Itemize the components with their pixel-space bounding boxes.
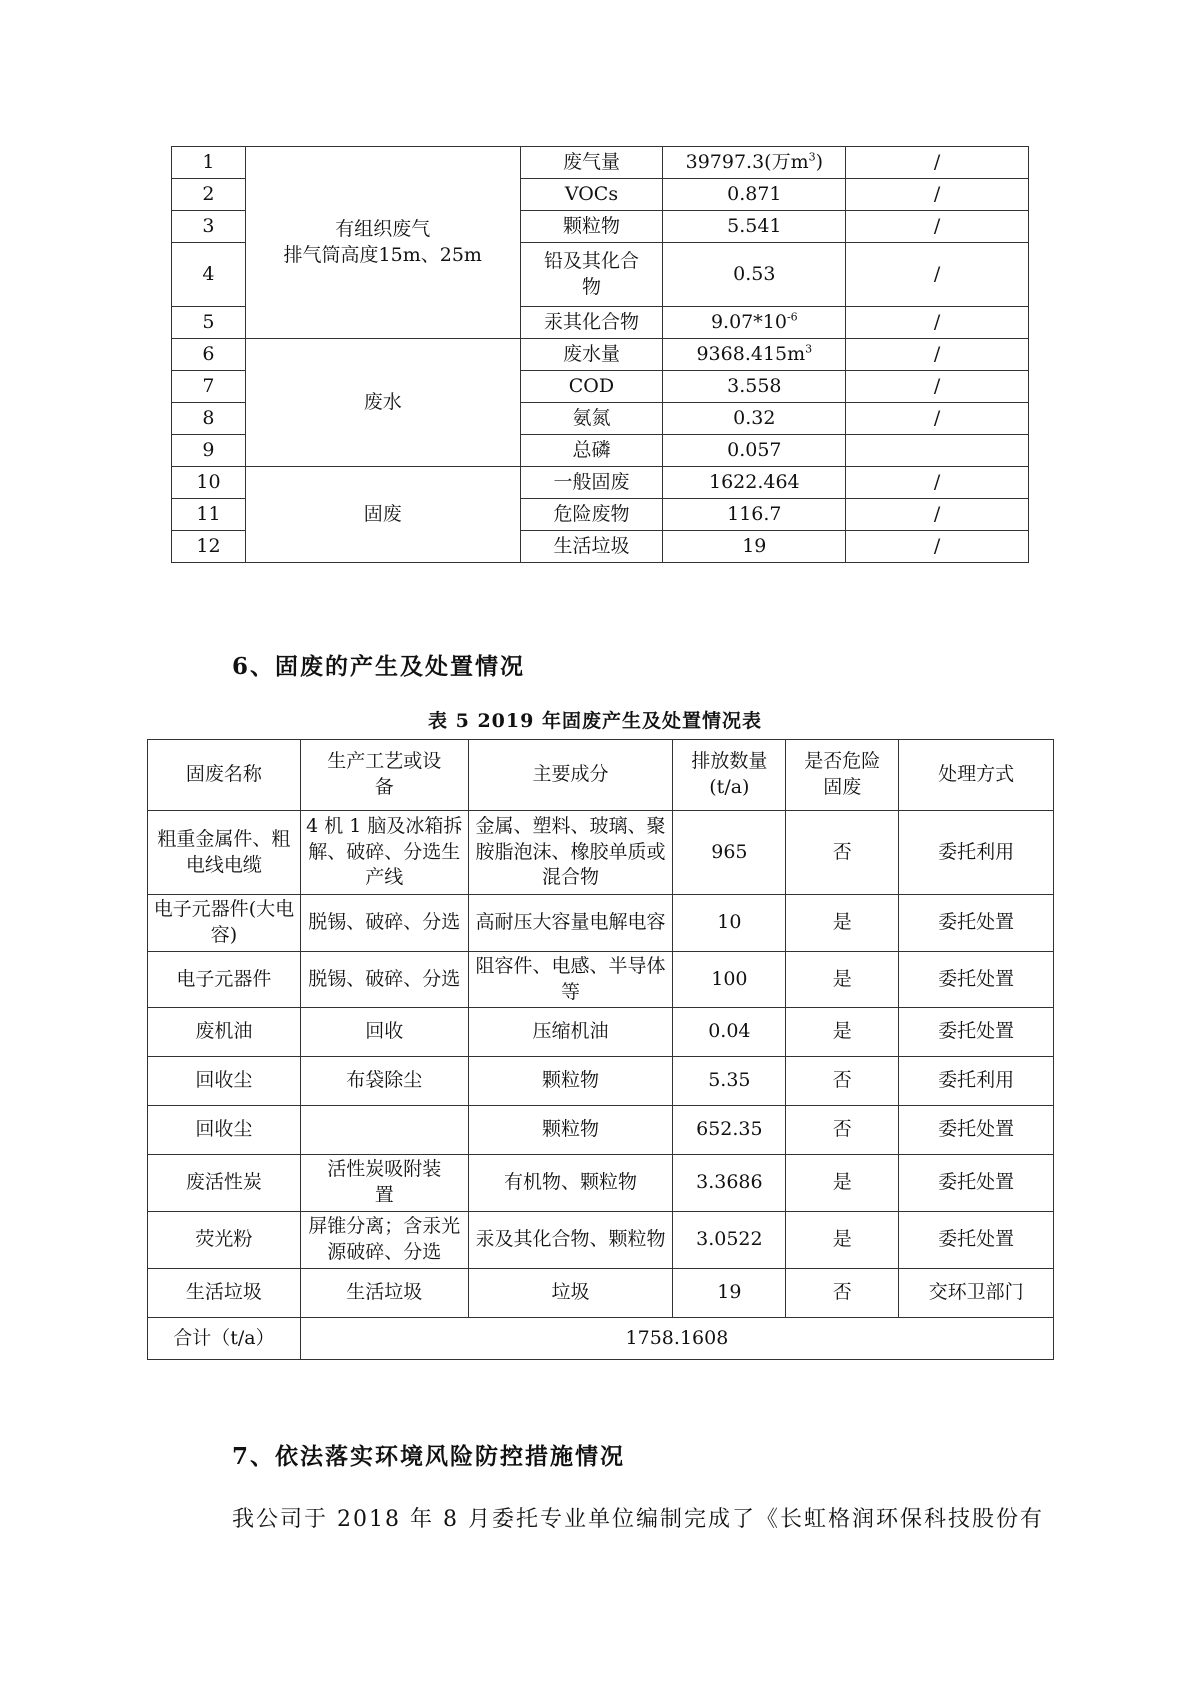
section-7-heading: 7、依法落实环境风险防控措施情况 <box>232 1443 626 1470</box>
waste-hazardous: 是 <box>786 1155 899 1212</box>
table-row <box>148 895 1054 952</box>
header-amount: 排放数量 (t/a) <box>673 740 786 811</box>
mark: / <box>846 147 1029 179</box>
table-row <box>172 467 1029 499</box>
waste-components: 压缩机油 <box>468 1008 673 1057</box>
header-disposal: 处理方式 <box>899 740 1054 811</box>
waste-name: 粗重金属件、粗电线电缆 <box>148 811 301 895</box>
row-no: 5 <box>172 307 246 339</box>
item: 汞其化合物 <box>520 307 663 339</box>
waste-name: 废机油 <box>148 1008 301 1057</box>
waste-process <box>300 1106 468 1155</box>
waste-components: 有机物、颗粒物 <box>468 1155 673 1212</box>
table-header-row <box>148 740 1054 811</box>
row-no: 11 <box>172 499 246 531</box>
item: 氨氮 <box>520 403 663 435</box>
waste-amount: 100 <box>673 952 786 1008</box>
waste-components: 金属、塑料、玻璃、聚胺脂泡沫、橡胶单质或混合物 <box>468 811 673 895</box>
value: $9.07*10^{-6}$ <box>663 307 846 339</box>
item: 废水量 <box>520 339 663 371</box>
waste-amount: 5.35 <box>673 1057 786 1106</box>
total-label: 合计（t/a） <box>148 1318 301 1360</box>
item: 废气量 <box>520 147 663 179</box>
total-value: 1758.1608 <box>300 1318 1053 1360</box>
waste-disposal: 委托处置 <box>899 1008 1054 1057</box>
waste-hazardous: 是 <box>786 1008 899 1057</box>
row-no: 12 <box>172 531 246 563</box>
mark: / <box>846 499 1029 531</box>
header-components: 主要成分 <box>468 740 673 811</box>
waste-name: 回收尘 <box>148 1057 301 1106</box>
table-total-row <box>148 1318 1054 1360</box>
value: 0.53 <box>663 243 846 307</box>
row-no: 1 <box>172 147 246 179</box>
value: 3.558 <box>663 371 846 403</box>
item: 总磷 <box>520 435 663 467</box>
waste-components: 颗粒物 <box>468 1057 673 1106</box>
table-row <box>148 1106 1054 1155</box>
item: COD <box>520 371 663 403</box>
table-row <box>148 1057 1054 1106</box>
emissions-table <box>171 146 1029 563</box>
table-row <box>148 952 1054 1008</box>
value: 1622.464 <box>663 467 846 499</box>
waste-components: 阻容件、电感、半导体等 <box>468 952 673 1008</box>
waste-hazardous: 否 <box>786 1269 899 1318</box>
header-process: 生产工艺或设备 <box>300 740 468 811</box>
mark: / <box>846 467 1029 499</box>
value: 19 <box>663 531 846 563</box>
table-row <box>148 1155 1054 1212</box>
value: 0.871 <box>663 179 846 211</box>
mark: / <box>846 243 1029 307</box>
item: 铅及其化合物 <box>520 243 663 307</box>
waste-amount: 965 <box>673 811 786 895</box>
header-name: 固废名称 <box>148 740 301 811</box>
waste-disposal: 委托处置 <box>899 895 1054 952</box>
waste-amount: 10 <box>673 895 786 952</box>
item: 一般固废 <box>520 467 663 499</box>
waste-amount: 19 <box>673 1269 786 1318</box>
waste-amount: 3.3686 <box>673 1155 786 1212</box>
value: 5.541 <box>663 211 846 243</box>
header-hazardous: 是否危险 固废 <box>786 740 899 811</box>
waste-process: 活性炭吸附装置 <box>300 1155 468 1212</box>
table-row <box>172 339 1029 371</box>
table-row <box>148 1269 1054 1318</box>
section-7-paragraph: 我公司于 2018 年 8 月委托专业单位编制完成了《长虹格润环保科技股份有 <box>232 1507 1044 1532</box>
section-6-heading: 6、固废的产生及处置情况 <box>232 653 526 680</box>
value: 0.32 <box>663 403 846 435</box>
group-gas-line2: 排气筒高度15m、25m <box>283 243 482 266</box>
waste-name: 电子元器件 <box>148 952 301 1008</box>
waste-name: 废活性炭 <box>148 1155 301 1212</box>
waste-name: 荧光粉 <box>148 1212 301 1269</box>
row-no: 7 <box>172 371 246 403</box>
solid-waste-table <box>147 739 1054 1360</box>
waste-disposal: 委托处置 <box>899 1106 1054 1155</box>
waste-disposal: 委托利用 <box>899 811 1054 895</box>
waste-components: 垃圾 <box>468 1269 673 1318</box>
value: 116.7 <box>663 499 846 531</box>
waste-disposal: 委托利用 <box>899 1057 1054 1106</box>
waste-hazardous: 否 <box>786 811 899 895</box>
waste-process: 脱锡、破碎、分选 <box>300 895 468 952</box>
waste-hazardous: 是 <box>786 952 899 1008</box>
waste-components: 汞及其化合物、颗粒物 <box>468 1212 673 1269</box>
waste-name: 生活垃圾 <box>148 1269 301 1318</box>
waste-process: 4 机 1 脑及冰箱拆解、破碎、分选生产线 <box>300 811 468 895</box>
value: 39797.3(万$m^3$) <box>663 147 846 179</box>
row-no: 8 <box>172 403 246 435</box>
group-gas <box>245 147 520 339</box>
waste-name: 电子元器件(大电容) <box>148 895 301 952</box>
mark: / <box>846 531 1029 563</box>
group-solid: 固废 <box>245 467 520 563</box>
row-no: 9 <box>172 435 246 467</box>
waste-amount: 652.35 <box>673 1106 786 1155</box>
waste-process: 回收 <box>300 1008 468 1057</box>
mark: / <box>846 403 1029 435</box>
table-row <box>148 1008 1054 1057</box>
value: $9368.415m^3$ <box>663 339 846 371</box>
waste-process: 脱锡、破碎、分选 <box>300 952 468 1008</box>
item: VOCs <box>520 179 663 211</box>
waste-process: 生活垃圾 <box>300 1269 468 1318</box>
waste-hazardous: 是 <box>786 1212 899 1269</box>
row-no: 3 <box>172 211 246 243</box>
waste-amount: 0.04 <box>673 1008 786 1057</box>
waste-disposal: 委托处置 <box>899 952 1054 1008</box>
waste-process: 屏锥分离；含汞光源破碎、分选 <box>300 1212 468 1269</box>
waste-hazardous: 否 <box>786 1057 899 1106</box>
waste-components: 高耐压大容量电解电容 <box>468 895 673 952</box>
table-5-caption: 表 5 2019 年固废产生及处置情况表 <box>428 710 762 732</box>
mark <box>846 435 1029 467</box>
waste-disposal: 委托处置 <box>899 1212 1054 1269</box>
waste-disposal: 交环卫部门 <box>899 1269 1054 1318</box>
waste-disposal: 委托处置 <box>899 1155 1054 1212</box>
waste-process: 布袋除尘 <box>300 1057 468 1106</box>
group-water: 废水 <box>245 339 520 467</box>
row-no: 10 <box>172 467 246 499</box>
mark: / <box>846 179 1029 211</box>
group-gas-line1: 有组织废气 <box>335 217 431 240</box>
waste-hazardous: 是 <box>786 895 899 952</box>
item: 危险废物 <box>520 499 663 531</box>
waste-name: 回收尘 <box>148 1106 301 1155</box>
mark: / <box>846 211 1029 243</box>
waste-hazardous: 否 <box>786 1106 899 1155</box>
value: 0.057 <box>663 435 846 467</box>
row-no: 4 <box>172 243 246 307</box>
table-row <box>172 147 1029 179</box>
waste-amount: 3.0522 <box>673 1212 786 1269</box>
mark: / <box>846 371 1029 403</box>
mark: / <box>846 339 1029 371</box>
mark: / <box>846 307 1029 339</box>
row-no: 2 <box>172 179 246 211</box>
item: 生活垃圾 <box>520 531 663 563</box>
item: 颗粒物 <box>520 211 663 243</box>
table-row <box>148 1212 1054 1269</box>
table-row <box>148 811 1054 895</box>
row-no: 6 <box>172 339 246 371</box>
waste-components: 颗粒物 <box>468 1106 673 1155</box>
